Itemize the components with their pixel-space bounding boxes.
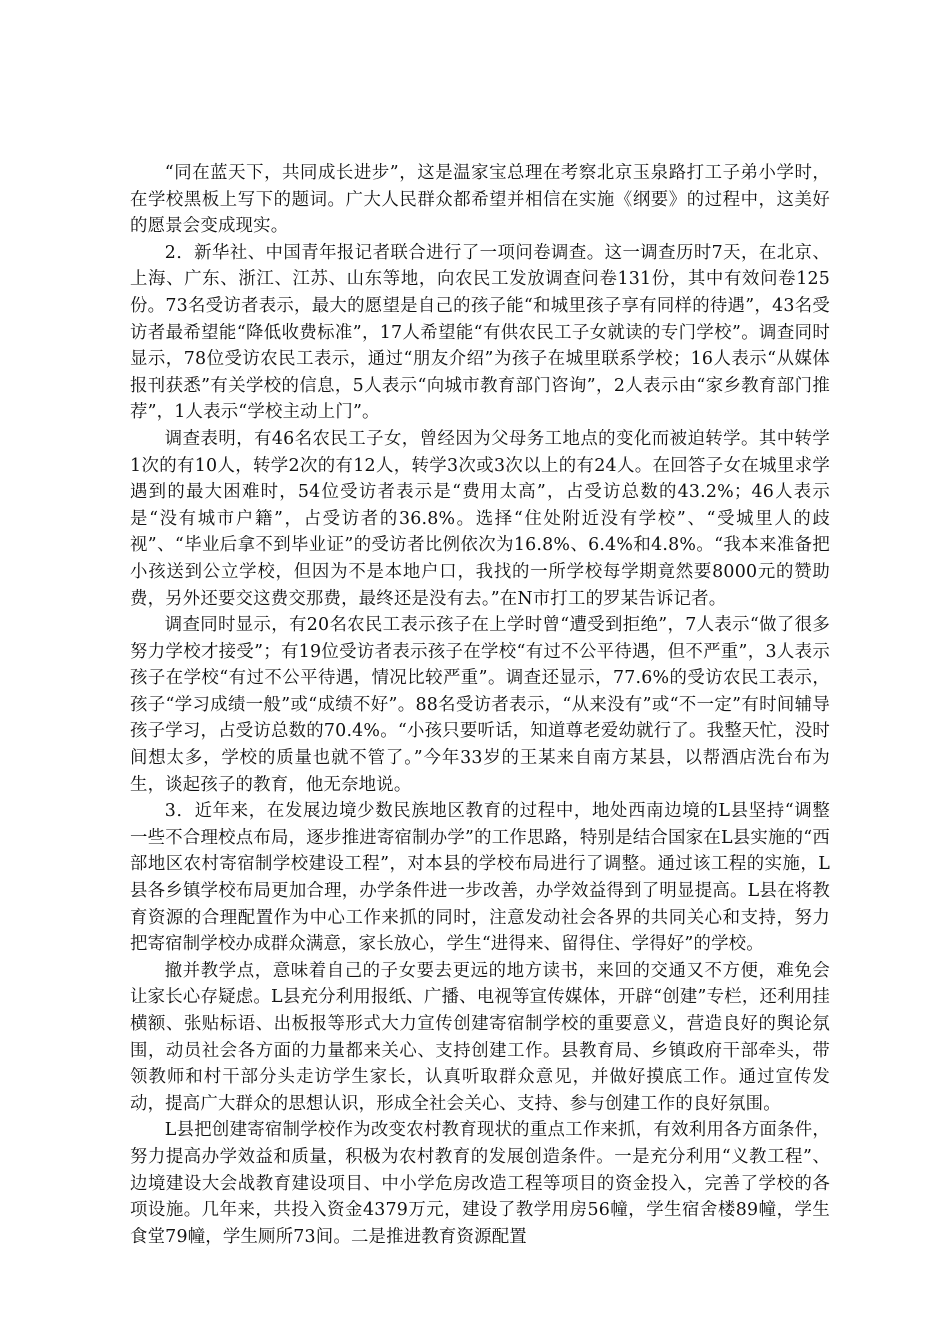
paragraph: L县把创建寄宿制学校作为改变农村教育现状的重点工作来抓，有效利用各方面条件，努力提高办学效益和质量，积极为农村教育的发展创造条件。一是充分利用“义教工程”、边境建设大会战教育建设项目、中小学危房改造工程等项目的资金投入，完善了学校的各项设施。几年来，共投入资金4379万元，建设了教学用房56幢，学生宿舍楼89幢，学生食堂79幢，学生厕所73间。二是推进教育资源配置 xyxy=(130,1120,830,1247)
paragraph: 调查表明，有46名农民工子女，曾经因为父母务工地点的变化而被迫转学。其中转学1次的有10人，转学2次的有12人，转学3次或3次以上的有24人。在回答子女在城里求学遇到的最大困难时，54位受访者表示是“费用太高”，占受访总数的43.2%；46人表示是“没有城市户籍”，占受访者的36.8%。选择“住处附近没有学校”、“受城里人的歧视”、“毕业后拿不到毕业证”的受访者比例依次为16.8%、6.4%和4.8%。“我本来准备把小孩送到公立学校，但因为不是本地户口，我找的一所学校每学期竟然要8000元的赞助费，另外还要交这费交那费，最终还是没有去。”在N市打工的罗某告诉记者。 xyxy=(130,428,830,609)
paragraph: “同在蓝天下，共同成长进步”，这是温家宝总理在考察北京玉泉路打工子弟小学时，在学校黑板上写下的题词。广大人民群众都希望并相信在实施《纲要》的过程中，这美好的愿景会变成现实。 xyxy=(130,163,830,237)
paragraph: 3．近年来，在发展边境少数民族地区教育的过程中，地处西南边境的L县坚持“调整一些不合理校点布局，逐步推进寄宿制办学”的工作思路，特别是结合国家在L县实施的“西部地区农村寄宿制学校建设工程”，对本县的学校布局进行了调整。通过该工程的实施，L县各乡镇学校布局更加合理，办学条件进一步改善，办学效益得到了明显提高。L县在将教育资源的合理配置作为中心工作来抓的同时，注意发动社会各界的共同关心和支持，努力把寄宿制学校办成群众满意，家长放心，学生“进得来、留得住、学得好”的学校。 xyxy=(130,801,830,955)
document-body xyxy=(130,160,830,1250)
paragraph: 2．新华社、中国青年报记者联合进行了一项问卷调查。这一调查历时7天，在北京、上海、广东、浙江、江苏、山东等地，向农民工发放调查问卷131份，其中有效问卷125份。73名受访者表示，最大的愿望是自己的孩子能“和城里孩子享有同样的待遇”，43名受访者最希望能“降低收费标准”，17人希望能“有供农民工子女就读的专门学校”。调查同时显示，78位受访农民工表示，通过“朋友介绍”为孩子在城里联系学校；16人表示“从媒体报刊获悉”有关学校的信息，5人表示“向城市教育部门咨询”，2人表示由“家乡教育部门推荐”，1人表示“学校主动上门”。 xyxy=(130,242,830,423)
paragraph: 撤并教学点，意味着自己的子女要去更远的地方读书，来回的交通又不方便，难免会让家长心存疑虑。L县充分利用报纸、广播、电视等宣传媒体，开辟“创建”专栏，还利用挂横额、张贴标语、出板报等形式大力宣传创建寄宿制学校的重要意义，营造良好的舆论氛围，动员社会各方面的力量都来关心、支持创建工作。县教育局、乡镇政府干部牵头，带领教师和村干部分头走访学生家长，认真听取群众意见，并做好摸底工作。通过宣传发动，提高广大群众的思想认识，形成全社会关心、支持、参与创建工作的良好氛围。 xyxy=(130,960,830,1114)
paragraph: 调查同时显示，有20名农民工表示孩子在上学时曾“遭受到拒绝”，7人表示“做了很多努力学校才接受”；有19位受访者表示孩子在学校“有过不公平待遇，但不严重”，3人表示孩子在学校“有过不公平待遇，情况比较严重”。调查还显示，77.6%的受访农民工表示，孩子“学习成绩一般”或“成绩不好”。88名受访者表示，“从来没有”或“不一定”有时间辅导孩子学习，占受访总数的70.4%。“小孩只要听话，知道尊老爱幼就行了。我整天忙，没时间想太多，学校的质量也就不管了。”今年33岁的王某来自南方某县，以帮酒店洗台布为生，谈起孩子的教育，他无奈地说。 xyxy=(130,615,830,795)
